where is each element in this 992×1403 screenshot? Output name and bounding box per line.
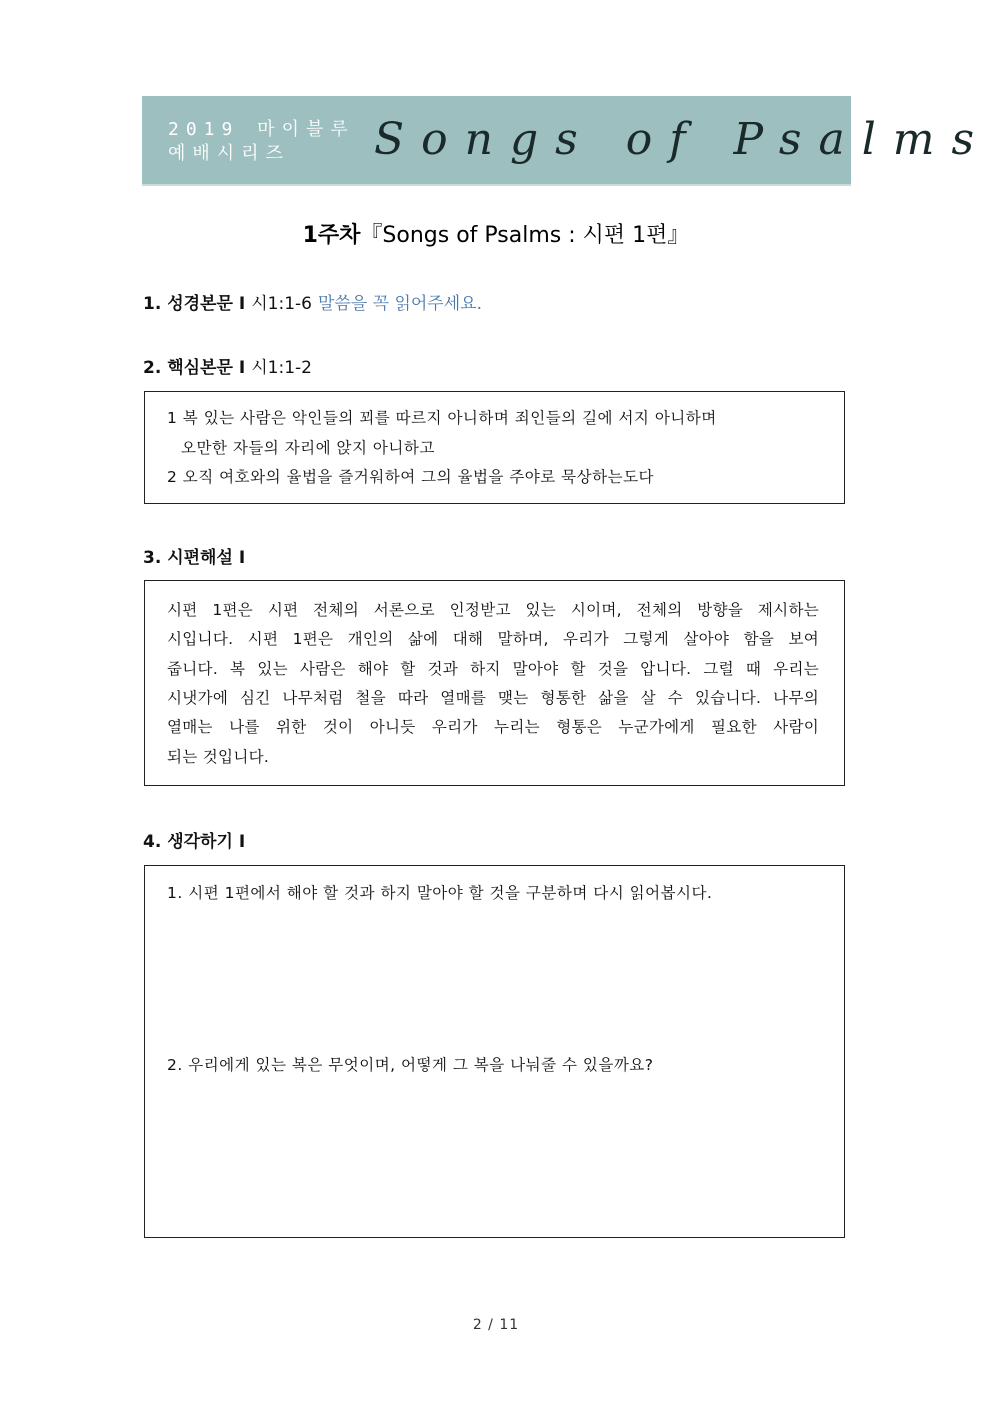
series-line-1: 2019 마이블루 xyxy=(168,119,355,140)
section-1-note: 말씀을 꼭 읽어주세요. xyxy=(317,294,482,314)
verse-line: 오만한 자들의 자리에 앉지 아니하고 xyxy=(181,439,435,457)
section-2-separator: I xyxy=(238,358,246,378)
commentary-line: 되는 것입니다. xyxy=(167,748,270,766)
key-verses-box xyxy=(144,391,845,504)
page-title-rest: 『Songs of Psalms : 시편 1편』 xyxy=(360,223,690,248)
verse-line: 1 복 있는 사람은 악인들의 꾀를 따르지 아니하며 죄인들의 길에 서지 아니하며 xyxy=(167,409,717,427)
section-3-label: 3. 시편해설 xyxy=(143,548,233,568)
section-1-label: 1. 성경본문 xyxy=(143,294,233,314)
section-4-label: 4. 생각하기 xyxy=(143,832,233,852)
banner-title: Songs of Psalms xyxy=(374,114,992,165)
section-1-separator: I xyxy=(238,294,246,314)
reflection-question: 1. 시편 1편에서 해야 할 것과 하지 말아야 할 것을 구분하며 다시 읽어봅시다. xyxy=(167,884,713,902)
commentary-line: 열매는 나를 위한 것이 아니듯 우리가 누리는 형통은 누군가에게 필요한 사람이 xyxy=(167,718,819,736)
section-2-reference: 시1:1-2 xyxy=(251,358,312,378)
section-3-separator: I xyxy=(238,548,246,568)
commentary-line: 줍니다. 복 있는 사람은 해야 할 것과 하지 말아야 할 것을 압니다. 그럴 때 우리는 xyxy=(167,660,819,678)
commentary-line: 시입니다. 시편 1편은 개인의 삶에 대해 말하며, 우리가 그렇게 살아야 함을 보여 xyxy=(167,630,819,648)
section-2-label: 2. 핵심본문 xyxy=(143,358,233,378)
section-4-separator: I xyxy=(238,832,246,852)
section-4-heading xyxy=(143,830,251,854)
reflection-box xyxy=(144,865,845,1238)
reflection-question: 2. 우리에게 있는 복은 무엇이며, 어떻게 그 복을 나눠줄 수 있을까요? xyxy=(167,1056,654,1074)
page-title-week: 1주차 xyxy=(302,223,361,248)
page-title xyxy=(0,220,992,252)
series-label xyxy=(168,118,355,166)
commentary-box xyxy=(144,580,845,786)
series-line-2: 예배시리즈 xyxy=(168,143,290,164)
header-banner xyxy=(142,96,992,186)
commentary-line: 시편 1편은 시편 전체의 서론으로 인정받고 있는 시이며, 전체의 방향을 제시하는 xyxy=(167,601,819,619)
section-1-heading xyxy=(143,292,482,316)
section-3-heading xyxy=(143,546,251,570)
page-number: 2 / 11 xyxy=(472,1317,520,1333)
section-1-reference: 시1:1-6 xyxy=(251,294,312,314)
commentary-line: 시냇가에 심긴 나무처럼 철을 따라 열매를 맺는 형통한 삶을 살 수 있습니다. 나무의 xyxy=(167,689,819,707)
verse-line: 2 오직 여호와의 율법을 즐거워하여 그의 율법을 주야로 묵상하는도다 xyxy=(167,468,655,486)
section-2-heading xyxy=(143,356,312,380)
